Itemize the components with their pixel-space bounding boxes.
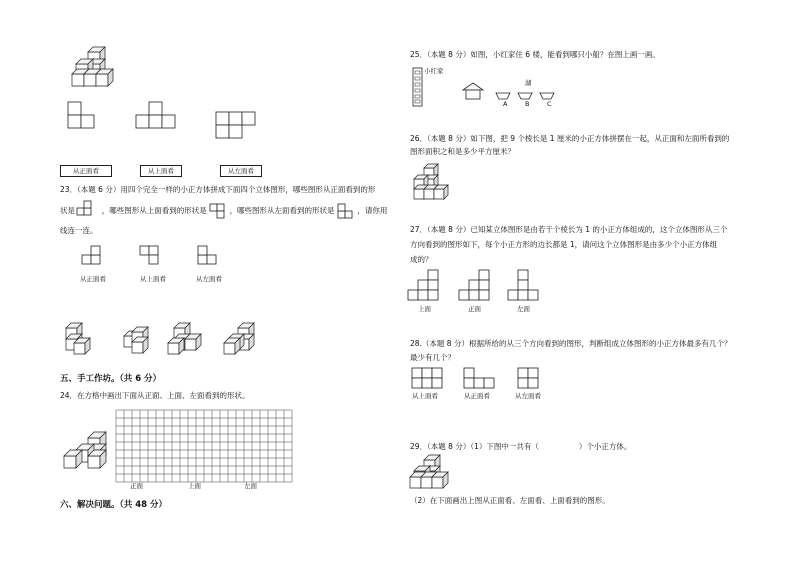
q23-left-shape: [337, 204, 355, 218]
view-label-left: 从左面看: [220, 165, 262, 177]
q23-line2: [60, 204, 387, 218]
q24-label-front: 正面: [130, 482, 143, 490]
q23-solid-3: [166, 320, 210, 354]
q23-solid-4: [220, 320, 264, 354]
q23-view-c: [198, 246, 228, 270]
q23-line3: 线连一连。: [60, 226, 98, 235]
q23-line2a: 状是: [60, 206, 75, 215]
q25-lake-label: 湖: [525, 79, 532, 87]
q28-left-view: [518, 368, 542, 388]
q26-solid: [410, 162, 450, 202]
q23-view-b: [140, 246, 170, 270]
q25-text: 25．（本题 8 分）如图，小红家住 6 楼，能看到哪只小船？在图上画一画。: [410, 50, 660, 59]
q23-label-left: 从左面看: [196, 275, 222, 283]
q28-line2: 最少有几个？: [410, 353, 455, 362]
q28-front-view: [464, 368, 498, 388]
view-label-top: 从上面看: [140, 165, 182, 177]
left-view-grid: [216, 112, 261, 142]
front-view-grid: [68, 102, 108, 142]
q24-text: 24．在方格中画出下面从正面、上面、左面看到的形状。: [60, 391, 250, 400]
q23-label-top: 从上面看: [140, 275, 166, 283]
q23-front-shape: [77, 204, 99, 218]
q26-line2: 图形面积之和是多少平方厘米？: [410, 147, 515, 156]
q23-line2d: ，请你用: [357, 206, 388, 215]
q27-label-front: 正面: [468, 305, 481, 313]
q24-label-top: 上面: [188, 482, 201, 490]
q29-line1: [410, 441, 631, 452]
cube-stack-figure-top: [66, 44, 126, 94]
q27-line3: 成的？: [410, 255, 433, 264]
q25-boat-a: A: [503, 100, 508, 108]
q28-top-view: [412, 368, 446, 388]
q24-label-left: 左面: [244, 482, 257, 490]
q29-solid: [408, 454, 452, 490]
q29-line1b: ）个小正方体。: [578, 442, 632, 451]
q23-line2c: ，哪些图形从左面看到的形状是: [229, 206, 335, 215]
view-label-front: 从正面看: [60, 165, 112, 177]
q27-label-left: 左面: [517, 305, 530, 313]
q27-left-view: [508, 270, 542, 302]
q25-building: [412, 68, 424, 108]
q29-line1a: 29．（本题 8 分）（1）下图中一共有（: [410, 442, 539, 451]
q27-line1: 27．（本题 8 分）已知某立体图形是由若干个棱长为 1 的小正方体组成的，这个立体图形从三个: [410, 225, 728, 234]
q27-front-view: [459, 270, 493, 302]
q25-boat-b: B: [525, 100, 530, 108]
q27-line2: 方向看到的图形如下，每个小正方形的边长都是 1，请问这个立体图形是由多少个小正方体组: [410, 240, 718, 249]
q28-line1: 28.（本题 8 分）根据所给的从三个方向看到的图形，判断组成立体图形的小正方体最多有几个？: [410, 339, 732, 348]
q23-line2b: ，哪些图形从上面看到的形状是: [101, 206, 207, 215]
q27-label-top: 上面: [418, 305, 431, 313]
q25-boat-c: C: [547, 100, 552, 108]
q23-solid-2: [118, 322, 158, 354]
q23-solid-1: [62, 318, 102, 354]
q28-label-top: 从上面看: [412, 392, 438, 400]
q24-solid: [62, 430, 114, 474]
q28-label-left: 从左面看: [515, 392, 541, 400]
q26-line1: 26．（本题 8 分）如下图，把 9 个棱长是 1 厘米的小正方体拼摆在一起，从正面和左面所看到的: [410, 134, 730, 143]
q23-view-a: [82, 246, 112, 270]
q25-small-house: [462, 82, 484, 100]
q23-line1: 23．（本题 6 分）用四个完全一样的小正方体拼成下面四个立体图形，哪些图形从正面看到的形: [60, 185, 376, 194]
top-view-grid: [136, 102, 181, 142]
q29-line2: （2）在下面画出上图从正面看、左面看、上面看到的图形。: [410, 496, 610, 505]
q25-house-label: 小红家: [424, 67, 444, 75]
section-6-heading: 六、解决问题。（共 48 分）: [60, 500, 167, 510]
q27-top-view: [408, 270, 442, 302]
q24-drawing-grid[interactable]: [116, 410, 292, 482]
q23-top-shape: [209, 204, 227, 218]
q28-label-front: 从正面看: [464, 392, 490, 400]
q23-label-front: 从正面看: [80, 275, 106, 283]
section-5-heading: 五、手工作坊。（共 6 分）: [60, 374, 162, 384]
